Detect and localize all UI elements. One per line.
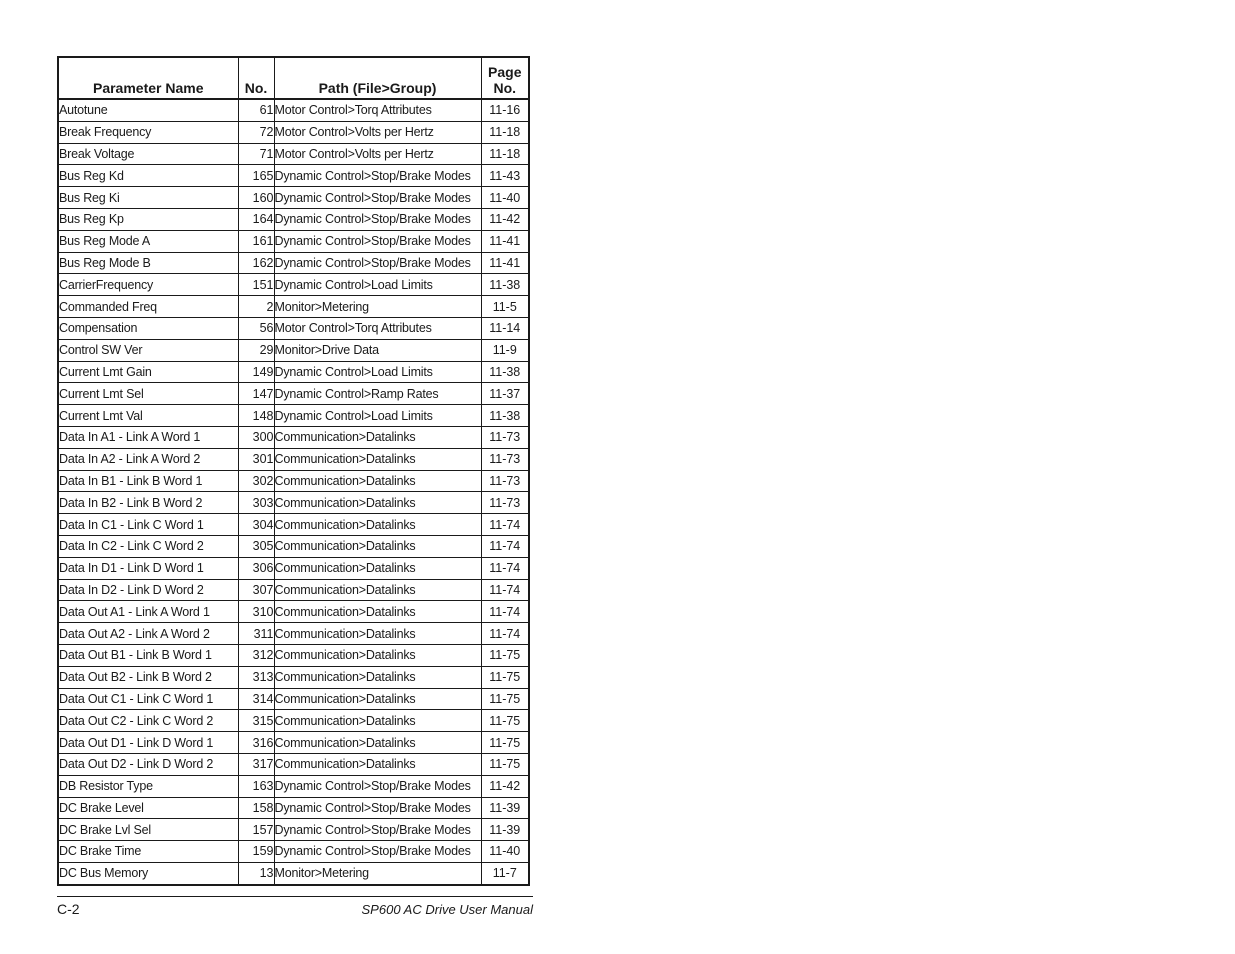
page-number-cell: 11-5 bbox=[481, 296, 529, 318]
parameter-number-cell: 307 bbox=[238, 579, 274, 601]
parameter-path-cell: Dynamic Control>Stop/Brake Modes bbox=[274, 819, 481, 841]
parameter-path-cell: Communication>Datalinks bbox=[274, 557, 481, 579]
table-row bbox=[58, 230, 529, 252]
parameter-number-cell: 317 bbox=[238, 753, 274, 775]
parameter-number-cell: 313 bbox=[238, 666, 274, 688]
header-page-number bbox=[481, 57, 529, 99]
parameter-number-cell: 148 bbox=[238, 405, 274, 427]
parameter-path-cell: Communication>Datalinks bbox=[274, 710, 481, 732]
parameter-number-cell: 302 bbox=[238, 470, 274, 492]
parameter-name-cell: Data In A1 - Link A Word 1 bbox=[58, 426, 238, 448]
parameter-path-cell: Monitor>Drive Data bbox=[274, 339, 481, 361]
table-header-row bbox=[58, 57, 529, 99]
table-row bbox=[58, 710, 529, 732]
parameter-path-cell: Motor Control>Torq Attributes bbox=[274, 317, 481, 339]
parameter-name-cell: DC Brake Lvl Sel bbox=[58, 819, 238, 841]
parameter-path-cell: Communication>Datalinks bbox=[274, 426, 481, 448]
table-row bbox=[58, 165, 529, 187]
header-page-line1: Page bbox=[488, 64, 522, 80]
page-number-cell: 11-18 bbox=[481, 121, 529, 143]
page-number-cell: 11-73 bbox=[481, 448, 529, 470]
parameter-number-cell: 315 bbox=[238, 710, 274, 732]
parameter-path-cell: Motor Control>Torq Attributes bbox=[274, 99, 481, 121]
parameter-number-cell: 149 bbox=[238, 361, 274, 383]
table-row bbox=[58, 121, 529, 143]
parameter-number-cell: 160 bbox=[238, 187, 274, 209]
page-number-cell: 11-40 bbox=[481, 187, 529, 209]
table-row bbox=[58, 208, 529, 230]
page-number-cell: 11-39 bbox=[481, 819, 529, 841]
parameter-path-cell: Dynamic Control>Load Limits bbox=[274, 405, 481, 427]
parameter-path-cell: Communication>Datalinks bbox=[274, 535, 481, 557]
parameter-name-cell: Bus Reg Kd bbox=[58, 165, 238, 187]
parameter-path-cell: Dynamic Control>Stop/Brake Modes bbox=[274, 208, 481, 230]
header-page-line2: No. bbox=[493, 80, 517, 96]
table-row bbox=[58, 339, 529, 361]
table-row bbox=[58, 492, 529, 514]
page-number-cell: 11-18 bbox=[481, 143, 529, 165]
page-number-cell: 11-14 bbox=[481, 317, 529, 339]
page-number-cell: 11-75 bbox=[481, 732, 529, 754]
table-row bbox=[58, 644, 529, 666]
parameter-number-cell: 300 bbox=[238, 426, 274, 448]
parameter-number-cell: 56 bbox=[238, 317, 274, 339]
table-row bbox=[58, 819, 529, 841]
parameter-name-cell: Data Out C2 - Link C Word 2 bbox=[58, 710, 238, 732]
footer-page-number: C-2 bbox=[57, 901, 80, 917]
page-number-cell: 11-9 bbox=[481, 339, 529, 361]
parameter-path-cell: Communication>Datalinks bbox=[274, 601, 481, 623]
table-row bbox=[58, 383, 529, 405]
page-number-cell: 11-40 bbox=[481, 841, 529, 863]
parameter-name-cell: Control SW Ver bbox=[58, 339, 238, 361]
parameter-number-cell: 304 bbox=[238, 514, 274, 536]
parameter-path-cell: Communication>Datalinks bbox=[274, 732, 481, 754]
parameter-table bbox=[57, 56, 530, 886]
parameter-path-cell: Dynamic Control>Stop/Brake Modes bbox=[274, 252, 481, 274]
page-number-cell: 11-38 bbox=[481, 274, 529, 296]
table-row bbox=[58, 317, 529, 339]
page-number-cell: 11-43 bbox=[481, 165, 529, 187]
parameter-name-cell: Autotune bbox=[58, 99, 238, 121]
parameter-number-cell: 158 bbox=[238, 797, 274, 819]
parameter-number-cell: 305 bbox=[238, 535, 274, 557]
parameter-name-cell: Current Lmt Sel bbox=[58, 383, 238, 405]
parameter-name-cell: Data Out D2 - Link D Word 2 bbox=[58, 753, 238, 775]
parameter-number-cell: 72 bbox=[238, 121, 274, 143]
parameter-path-cell: Monitor>Metering bbox=[274, 862, 481, 884]
page-number-cell: 11-42 bbox=[481, 208, 529, 230]
parameter-name-cell: Data In C1 - Link C Word 1 bbox=[58, 514, 238, 536]
parameter-number-cell: 163 bbox=[238, 775, 274, 797]
parameter-path-cell: Communication>Datalinks bbox=[274, 448, 481, 470]
parameter-number-cell: 162 bbox=[238, 252, 274, 274]
parameter-name-cell: Commanded Freq bbox=[58, 296, 238, 318]
table-row bbox=[58, 99, 529, 121]
parameter-path-cell: Communication>Datalinks bbox=[274, 623, 481, 645]
table-row bbox=[58, 143, 529, 165]
parameter-path-cell: Communication>Datalinks bbox=[274, 579, 481, 601]
parameter-path-cell: Dynamic Control>Stop/Brake Modes bbox=[274, 187, 481, 209]
parameter-path-cell: Communication>Datalinks bbox=[274, 688, 481, 710]
page-number-cell: 11-73 bbox=[481, 426, 529, 448]
parameter-number-cell: 2 bbox=[238, 296, 274, 318]
table-row bbox=[58, 623, 529, 645]
page-number-cell: 11-41 bbox=[481, 230, 529, 252]
table-row bbox=[58, 753, 529, 775]
parameter-name-cell: Bus Reg Mode B bbox=[58, 252, 238, 274]
page-number-cell: 11-75 bbox=[481, 753, 529, 775]
parameter-name-cell: Break Voltage bbox=[58, 143, 238, 165]
parameter-name-cell: Data Out D1 - Link D Word 1 bbox=[58, 732, 238, 754]
parameter-path-cell: Motor Control>Volts per Hertz bbox=[274, 121, 481, 143]
page-number-cell: 11-73 bbox=[481, 470, 529, 492]
parameter-number-cell: 61 bbox=[238, 99, 274, 121]
table-body bbox=[58, 99, 529, 885]
page-number-cell: 11-39 bbox=[481, 797, 529, 819]
parameter-name-cell: Data In B2 - Link B Word 2 bbox=[58, 492, 238, 514]
table-row bbox=[58, 775, 529, 797]
page-number-cell: 11-73 bbox=[481, 492, 529, 514]
page-number-cell: 11-37 bbox=[481, 383, 529, 405]
parameter-number-cell: 151 bbox=[238, 274, 274, 296]
table-row bbox=[58, 579, 529, 601]
parameter-number-cell: 316 bbox=[238, 732, 274, 754]
parameter-name-cell: Data In D1 - Link D Word 1 bbox=[58, 557, 238, 579]
parameter-name-cell: DB Resistor Type bbox=[58, 775, 238, 797]
parameter-number-cell: 161 bbox=[238, 230, 274, 252]
parameter-number-cell: 312 bbox=[238, 644, 274, 666]
table-row bbox=[58, 666, 529, 688]
table-row bbox=[58, 296, 529, 318]
page-number-cell: 11-38 bbox=[481, 361, 529, 383]
parameter-name-cell: DC Brake Time bbox=[58, 841, 238, 863]
parameter-name-cell: Current Lmt Gain bbox=[58, 361, 238, 383]
page-number-cell: 11-42 bbox=[481, 775, 529, 797]
table-row bbox=[58, 361, 529, 383]
table-row bbox=[58, 797, 529, 819]
parameter-name-cell: DC Bus Memory bbox=[58, 862, 238, 884]
parameter-path-cell: Dynamic Control>Ramp Rates bbox=[274, 383, 481, 405]
parameter-path-cell: Dynamic Control>Load Limits bbox=[274, 274, 481, 296]
parameter-name-cell: Data In C2 - Link C Word 2 bbox=[58, 535, 238, 557]
parameter-path-cell: Monitor>Metering bbox=[274, 296, 481, 318]
page-number-cell: 11-75 bbox=[481, 688, 529, 710]
parameter-path-cell: Dynamic Control>Load Limits bbox=[274, 361, 481, 383]
table-row bbox=[58, 732, 529, 754]
parameter-number-cell: 164 bbox=[238, 208, 274, 230]
parameter-name-cell: Bus Reg Mode A bbox=[58, 230, 238, 252]
table-row bbox=[58, 557, 529, 579]
page-number-cell: 11-74 bbox=[481, 623, 529, 645]
table-row bbox=[58, 470, 529, 492]
table-row bbox=[58, 274, 529, 296]
page-number-cell: 11-75 bbox=[481, 644, 529, 666]
parameter-name-cell: Data Out C1 - Link C Word 1 bbox=[58, 688, 238, 710]
parameter-number-cell: 147 bbox=[238, 383, 274, 405]
parameter-number-cell: 306 bbox=[238, 557, 274, 579]
page-number-cell: 11-75 bbox=[481, 666, 529, 688]
page-number-cell: 11-74 bbox=[481, 579, 529, 601]
parameter-name-cell: DC Brake Level bbox=[58, 797, 238, 819]
parameter-path-cell: Communication>Datalinks bbox=[274, 753, 481, 775]
parameter-path-cell: Dynamic Control>Stop/Brake Modes bbox=[274, 841, 481, 863]
table-row bbox=[58, 535, 529, 557]
page-number-cell: 11-74 bbox=[481, 557, 529, 579]
page-number-cell: 11-74 bbox=[481, 535, 529, 557]
parameter-path-cell: Motor Control>Volts per Hertz bbox=[274, 143, 481, 165]
page-number-cell: 11-74 bbox=[481, 601, 529, 623]
table-row bbox=[58, 862, 529, 884]
parameter-name-cell: CarrierFrequency bbox=[58, 274, 238, 296]
table-row bbox=[58, 841, 529, 863]
parameter-number-cell: 29 bbox=[238, 339, 274, 361]
parameter-name-cell: Data Out A1 - Link A Word 1 bbox=[58, 601, 238, 623]
table-row bbox=[58, 405, 529, 427]
parameter-name-cell: Data Out A2 - Link A Word 2 bbox=[58, 623, 238, 645]
parameter-path-cell: Communication>Datalinks bbox=[274, 666, 481, 688]
parameter-number-cell: 159 bbox=[238, 841, 274, 863]
table-row bbox=[58, 601, 529, 623]
footer-rule bbox=[57, 896, 533, 897]
parameter-path-cell: Communication>Datalinks bbox=[274, 514, 481, 536]
parameter-name-cell: Current Lmt Val bbox=[58, 405, 238, 427]
parameter-name-cell: Bus Reg Kp bbox=[58, 208, 238, 230]
parameter-path-cell: Dynamic Control>Stop/Brake Modes bbox=[274, 230, 481, 252]
parameter-path-cell: Dynamic Control>Stop/Brake Modes bbox=[274, 797, 481, 819]
header-parameter-name: Parameter Name bbox=[58, 57, 238, 99]
table-row bbox=[58, 448, 529, 470]
parameter-number-cell: 311 bbox=[238, 623, 274, 645]
table-row bbox=[58, 688, 529, 710]
parameter-name-cell: Data In A2 - Link A Word 2 bbox=[58, 448, 238, 470]
page-number-cell: 11-75 bbox=[481, 710, 529, 732]
parameter-number-cell: 71 bbox=[238, 143, 274, 165]
table-row bbox=[58, 187, 529, 209]
parameter-path-cell: Dynamic Control>Stop/Brake Modes bbox=[274, 775, 481, 797]
parameter-number-cell: 310 bbox=[238, 601, 274, 623]
parameter-number-cell: 165 bbox=[238, 165, 274, 187]
parameter-path-cell: Communication>Datalinks bbox=[274, 492, 481, 514]
page-number-cell: 11-16 bbox=[481, 99, 529, 121]
parameter-name-cell: Compensation bbox=[58, 317, 238, 339]
page-number-cell: 11-38 bbox=[481, 405, 529, 427]
parameter-name-cell: Data Out B1 - Link B Word 1 bbox=[58, 644, 238, 666]
parameter-name-cell: Data Out B2 - Link B Word 2 bbox=[58, 666, 238, 688]
footer-manual-title: SP600 AC Drive User Manual bbox=[361, 902, 533, 917]
table-row bbox=[58, 514, 529, 536]
page-number-cell: 11-74 bbox=[481, 514, 529, 536]
parameter-path-cell: Dynamic Control>Stop/Brake Modes bbox=[274, 165, 481, 187]
parameter-number-cell: 157 bbox=[238, 819, 274, 841]
parameter-name-cell: Data In B1 - Link B Word 1 bbox=[58, 470, 238, 492]
page-number-cell: 11-7 bbox=[481, 862, 529, 884]
table-row bbox=[58, 426, 529, 448]
page-number-cell: 11-41 bbox=[481, 252, 529, 274]
parameter-number-cell: 301 bbox=[238, 448, 274, 470]
parameter-name-cell: Data In D2 - Link D Word 2 bbox=[58, 579, 238, 601]
table-row bbox=[58, 252, 529, 274]
header-path: Path (File>Group) bbox=[274, 57, 481, 99]
parameter-number-cell: 314 bbox=[238, 688, 274, 710]
parameter-path-cell: Communication>Datalinks bbox=[274, 470, 481, 492]
parameter-number-cell: 303 bbox=[238, 492, 274, 514]
parameter-path-cell: Communication>Datalinks bbox=[274, 644, 481, 666]
parameter-number-cell: 13 bbox=[238, 862, 274, 884]
parameter-name-cell: Break Frequency bbox=[58, 121, 238, 143]
header-number: No. bbox=[238, 57, 274, 99]
parameter-name-cell: Bus Reg Ki bbox=[58, 187, 238, 209]
